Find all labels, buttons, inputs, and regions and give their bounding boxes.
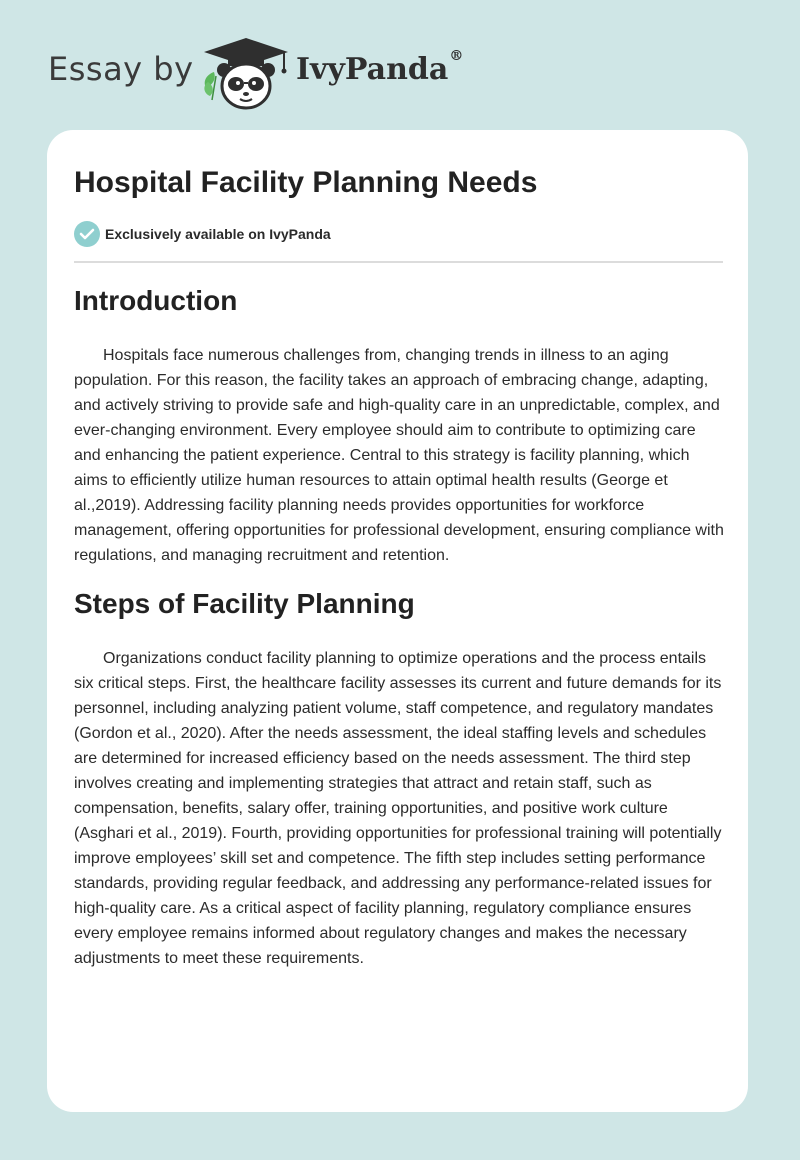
- section-heading-introduction: Introduction: [74, 285, 238, 316]
- divider: [74, 261, 723, 263]
- panda-logo-icon[interactable]: [200, 36, 292, 112]
- essay-card: [47, 130, 748, 1112]
- brand-prefix: Essay by: [48, 50, 194, 88]
- paragraph-steps: Organizations conduct facility planning to optimize operations and the process entails six critical steps. First, the healthcare facility assesses its current and future demands for its personnel, including analyzing patient volume, staff competence, and regulatory mandates (Gordon et al., 2020). After the needs assessment, the ideal staffing levels and schedules are determined for increased efficiency based on the needs assessment. The third step involves creating and implementing strategies that attract and retain staff, such as compensation, benefits, salary offer, training opportunities, and positive work culture (Asghari et al., 2019). Fourth, providing opportunities for professional training will potentially improve employees’ skill set and competence. The fifth step includes setting performance standards, providing regular feedback, and addressing any performance-related issues for high-quality care. As a critical aspect of facility planning, regulatory compliance ensures every employee remains informed about regulatory changes and makes the necessary adjustments to meet these requirements.: [74, 650, 722, 967]
- badge-label: Exclusively available on IvyPanda: [105, 226, 331, 242]
- paragraph-introduction: Hospitals face numerous challenges from, changing trends in illness to an aging population. For this reason, the facility takes an approach of embracing change, adapting, and actively striving to provide safe and high-quality care in an unpredictable, complex, and ever-changing environment. Every employee should aim to contribute to optimizing care and enhancing the patient experience. Central to this strategy is facility planning, which aims to efficiently utilize human resources to attain optimal health results (George et al.,2019). Addressing facility planning needs provides opportunities for workforce management, offering opportunities for professional development, ensuring compliance with regulations, and managing recruitment and retention.: [74, 347, 724, 564]
- page-title: Hospital Facility Planning Needs: [74, 166, 538, 199]
- section-heading-steps: Steps of Facility Planning: [74, 588, 415, 619]
- check-icon: [74, 221, 100, 247]
- registered-mark: ®: [449, 48, 464, 64]
- brand-name[interactable]: IvyPanda®: [296, 48, 464, 87]
- exclusive-badge: [74, 221, 331, 247]
- site-header: [0, 0, 800, 130]
